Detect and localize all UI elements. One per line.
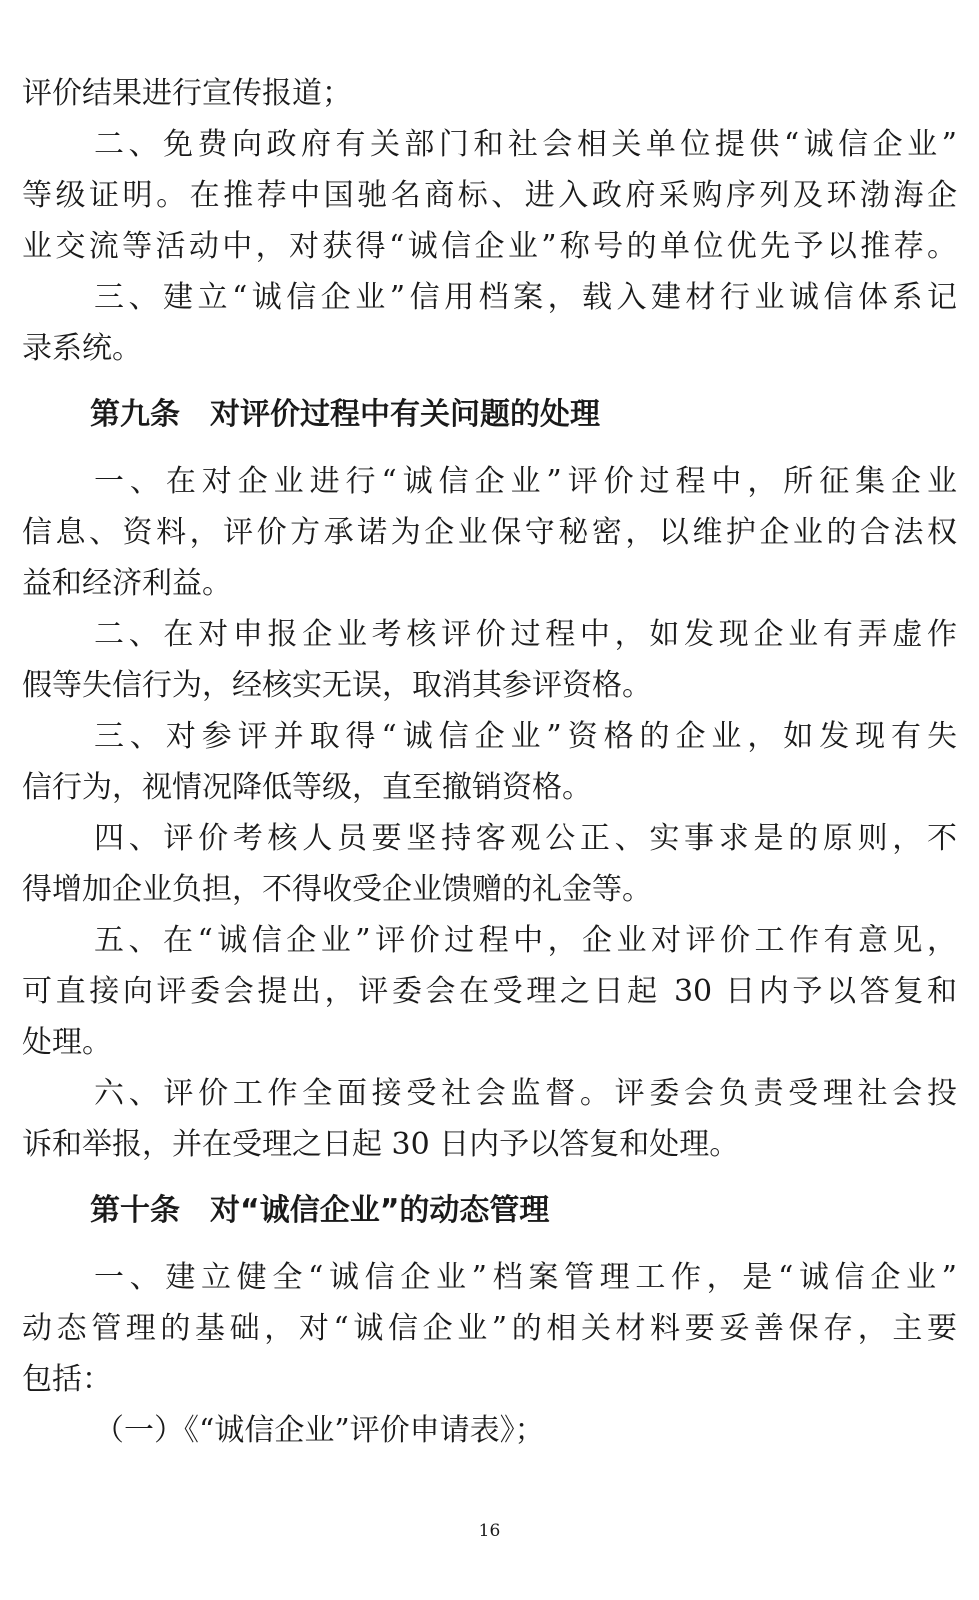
text-line: 录系统。 <box>22 331 142 366</box>
text-line: 等级证明。在推荐中国驰名商标、进入政府采购序列及环渤海企 <box>22 178 957 213</box>
text-line: 包括： <box>22 1362 112 1397</box>
text-line: （一）《“诚信企业”评价申请表》； <box>94 1413 545 1448</box>
text-line: 业交流等活动中，对获得“诚信企业”称号的单位优先予以推荐。 <box>22 229 957 264</box>
page-number: 16 <box>478 1521 501 1541</box>
article-heading-9: 第九条 对评价过程中有关问题的处理 <box>90 397 600 432</box>
text-line: 三、建立“诚信企业”信用档案，载入建材行业诚信体系记 <box>94 280 957 315</box>
text-line: 可直接向评委会提出，评委会在受理之日起 30 日内予以答复和 <box>22 974 957 1009</box>
text-line: 信息、资料，评价方承诺为企业保守秘密，以维护企业的合法权 <box>22 515 957 550</box>
text-line: 信行为，视情况降低等级，直至撤销资格。 <box>22 770 592 805</box>
text-line: 二、免费向政府有关部门和社会相关单位提供“诚信企业” <box>94 127 957 162</box>
text-line: 一、建立健全“诚信企业”档案管理工作，是“诚信企业” <box>94 1260 957 1295</box>
text-line: 处理。 <box>22 1025 112 1060</box>
text-line: 动态管理的基础，对“诚信企业”的相关材料要妥善保存，主要 <box>22 1311 957 1346</box>
article-heading-10: 第十条 对“诚信企业”的动态管理 <box>90 1193 550 1228</box>
text-line: 四、评价考核人员要坚持客观公正、实事求是的原则，不 <box>94 821 957 856</box>
text-line: 评价结果进行宣传报道； <box>22 76 352 111</box>
text-line: 益和经济利益。 <box>22 566 232 601</box>
text-line: 二、在对申报企业考核评价过程中，如发现企业有弄虚作 <box>94 617 957 652</box>
text-line: 得增加企业负担，不得收受企业馈赠的礼金等。 <box>22 872 652 907</box>
text-line: 一、在对企业进行“诚信企业”评价过程中，所征集企业 <box>94 464 957 499</box>
text-line: 三、对参评并取得“诚信企业”资格的企业，如发现有失 <box>94 719 957 754</box>
text-line: 假等失信行为，经核实无误，取消其参评资格。 <box>22 668 652 703</box>
text-line: 五、在“诚信企业”评价过程中，企业对评价工作有意见， <box>94 923 957 958</box>
text-line: 六、评价工作全面接受社会监督。评委会负责受理社会投 <box>94 1076 957 1111</box>
text-line: 诉和举报，并在受理之日起 30 日内予以答复和处理。 <box>22 1127 740 1162</box>
